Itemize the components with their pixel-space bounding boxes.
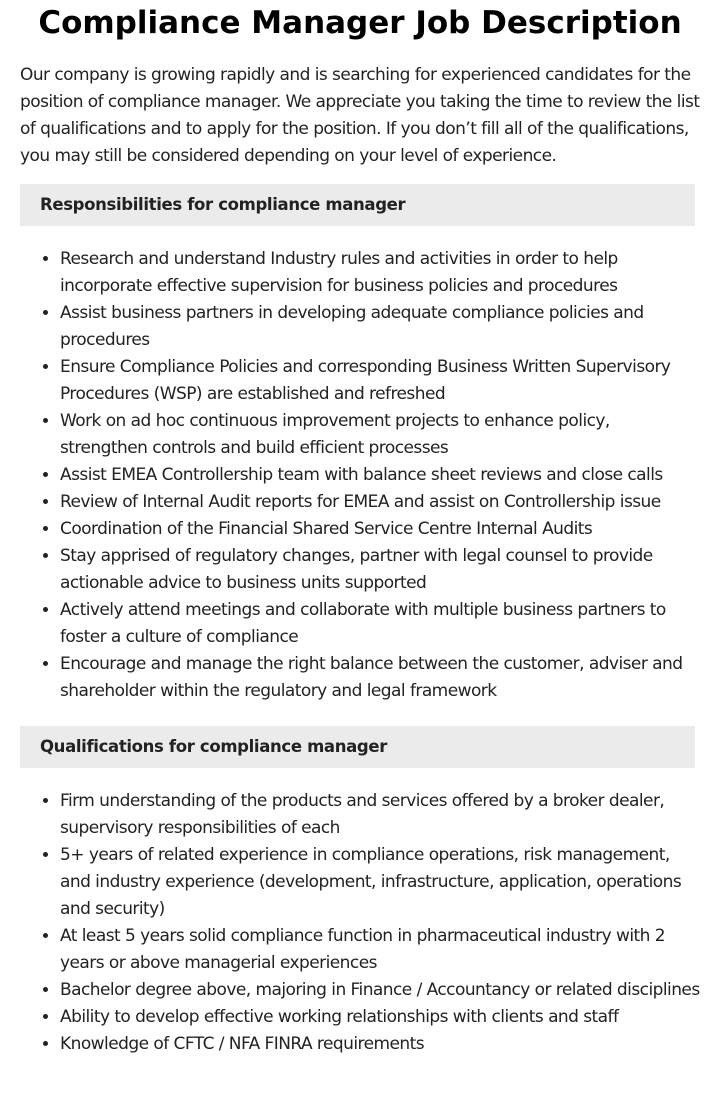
- qualification-item: • Firm understanding of the products and services offered by a broker dealer, supervisory responsibilities of each: [60, 788, 700, 842]
- responsibility-item: • Coordination of the Financial Shared Service Centre Internal Audits: [60, 516, 700, 543]
- qualification-item: • Knowledge of CFTC / NFA FINRA requirements: [60, 1031, 700, 1058]
- responsibility-item: • Review of Internal Audit reports for EMEA and assist on Controllership issue: [60, 489, 700, 516]
- qualification-item: • Bachelor degree above, majoring in Finance / Accountancy or related disciplines: [60, 977, 700, 1004]
- responsibility-item: • Assist business partners in developing adequate compliance policies and procedures: [60, 300, 700, 354]
- qualification-item: • 5+ years of related experience in compliance operations, risk management, and industry experience (development, infrastructure, application, operations and security): [60, 842, 700, 923]
- page-title: Compliance Manager Job Description: [38, 5, 682, 41]
- qualification-item: • At least 5 years solid compliance function in pharmaceutical industry with 2 years or above managerial experiences: [60, 923, 700, 977]
- responsibility-item: • Actively attend meetings and collaborate with multiple business partners to foster a culture of compliance: [60, 597, 700, 651]
- responsibility-item: • Assist EMEA Controllership team with balance sheet reviews and close calls: [60, 462, 700, 489]
- intro-paragraph: Our company is growing rapidly and is searching for experienced candidates for the position of compliance manager. We appreciate you taking the time to review the list of qualifications and to apply for the position. If you don’t fill all of the qualifications, you may still be considered depending on your level of experience.: [20, 65, 700, 166]
- responsibility-item: • Stay apprised of regulatory changes, partner with legal counsel to provide actionable advice to business units supported: [60, 543, 700, 597]
- qualification-item: • Ability to develop effective working relationships with clients and staff: [60, 1004, 700, 1031]
- responsibility-item: • Work on ad hoc continuous improvement projects to enhance policy, strengthen controls and build efficient processes: [60, 408, 700, 462]
- responsibilities-heading: Responsibilities for compliance manager: [20, 184, 695, 226]
- responsibility-item: • Research and understand Industry rules and activities in order to help incorporate effective supervision for business policies and procedures: [60, 246, 700, 300]
- responsibilities-list: [20, 246, 700, 705]
- responsibility-item: • Encourage and manage the right balance between the customer, adviser and shareholder within the regulatory and legal framework: [60, 651, 700, 705]
- responsibility-item: • Ensure Compliance Policies and corresponding Business Written Supervisory Procedures (WSP) are established and refreshed: [60, 354, 700, 408]
- qualifications-heading: Qualifications for compliance manager: [20, 726, 695, 768]
- qualifications-list: [20, 788, 700, 1058]
